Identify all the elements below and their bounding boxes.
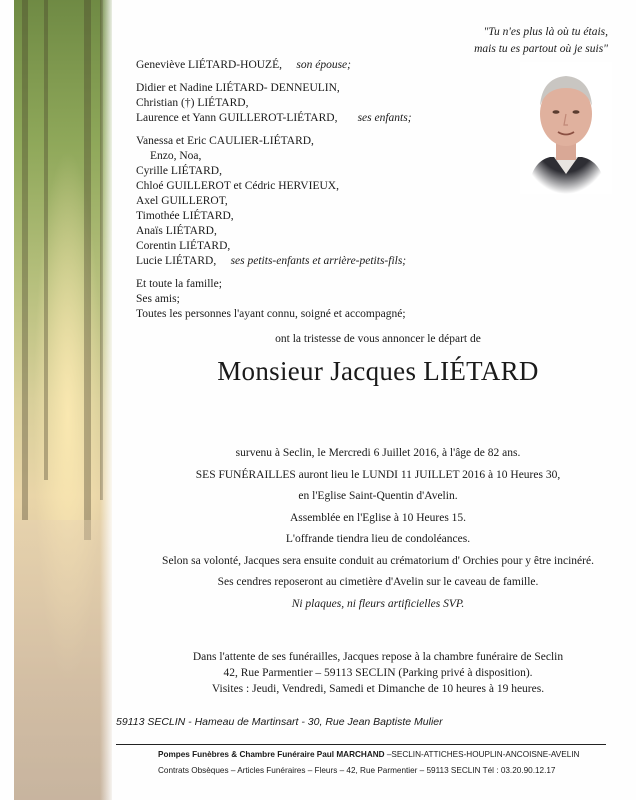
grandchild-row: Axel GUILLEROT, xyxy=(136,195,228,207)
grandchild-row: Enzo, Noa, xyxy=(150,150,202,162)
others-row: Et toute la famille; xyxy=(136,278,222,290)
forest-path-photo xyxy=(14,0,112,800)
grandchild-row: Corentin LIÉTARD, xyxy=(136,240,231,252)
detail-line: en l'Eglise Saint-Quentin d'Avelin. xyxy=(298,490,458,502)
footer-divider xyxy=(116,744,606,745)
vigil-line: Visites : Jeudi, Vendredi, Samedi et Dimanche de 10 heures à 19 heures. xyxy=(211,683,545,695)
spouse-names: Geneviève LIÉTARD-HOUZÉ, xyxy=(136,59,282,71)
detail-note: Ni plaques, ni fleurs artificielles SVP. xyxy=(291,597,465,610)
spouse-role: son épouse; xyxy=(296,59,351,71)
grandchild-row: Cyrille LIÉTARD, xyxy=(136,165,222,177)
detail-line: Assemblée en l'Eglise à 10 Heures 15. xyxy=(289,511,467,524)
grandchild-row xyxy=(136,254,412,269)
detail-line: survenu à Seclin, le Mercredi 6 Juillet 2016, à l'âge de 82 ans. xyxy=(235,447,521,459)
funeral-home-towns: –SECLIN-ATTICHES-HOUPLIN-ANCOISNE-AVELIN xyxy=(384,750,580,759)
detail-line: SES FUNÉRAILLES auront lieu le LUNDI 11 JUILLET 2016 à 10 Heures 30, xyxy=(195,468,561,481)
grandchild-row: Vanessa et Eric CAULIER-LIÉTARD, xyxy=(136,135,314,147)
footer-address: 59113 SECLIN - Hameau de Martinsart - 30, Rue Jean Baptiste Mulier xyxy=(116,716,443,728)
child-row: Christian (†) LIÉTARD, xyxy=(136,97,249,109)
funeral-details xyxy=(120,443,636,615)
child-names: Laurence et Yann GUILLEROT-LIÉTARD, xyxy=(136,112,338,124)
child-row: Didier et Nadine LIÉTARD- DENNEULIN, xyxy=(136,82,340,94)
grandchildren-role: ses petits-enfants et arrière-petits-fils; xyxy=(230,255,407,267)
memorial-quote xyxy=(408,24,608,58)
family-list xyxy=(136,58,412,322)
quote-line: "Tu n'es plus là où tu étais, xyxy=(483,26,608,38)
funeral-home-line xyxy=(158,750,579,759)
others-row: Ses amis; xyxy=(136,293,180,305)
detail-line: Selon sa volonté, Jacques sera ensuite conduit au crématorium d' Orchies pour y être incinéré. xyxy=(162,554,594,567)
photo-fade xyxy=(100,0,114,800)
announcement-text: ont la tristesse de vous annoncer le départ de xyxy=(275,333,481,345)
spouse-row xyxy=(136,58,412,73)
deceased-name: Monsieur Jacques LIÉTARD xyxy=(217,356,539,386)
detail-line: Ses cendres reposeront au cimetière d'Avelin sur le caveau de famille. xyxy=(217,576,539,588)
grandchild-row: Anaïs LIÉTARD, xyxy=(136,225,217,237)
others-row: Toutes les personnes l'ayant connu, soigné et accompagné; xyxy=(136,308,406,320)
vigil-info xyxy=(120,649,636,697)
child-row xyxy=(136,111,412,126)
contracts-line: Contrats Obsèques – Articles Funéraires – Fleurs – 42, Rue Parmentier – 59113 SECLIN Tél : 03.20.90.12.17 xyxy=(158,766,556,775)
detail-line: L'offrande tiendra lieu de condoléances. xyxy=(285,533,471,545)
grandchild-names: Lucie LIÉTARD, xyxy=(136,255,217,267)
funeral-home-name: Pompes Funèbres & Chambre Funéraire Paul MARCHAND xyxy=(158,750,385,759)
grandchild-row: Chloé GUILLEROT et Cédric HERVIEUX, xyxy=(136,180,339,192)
vigil-line: 42, Rue Parmentier – 59113 SECLIN (Parking privé à disposition). xyxy=(223,667,533,679)
grandchild-row: Timothée LIÉTARD, xyxy=(136,210,234,222)
vigil-line: Dans l'attente de ses funérailles, Jacques repose à la chambre funéraire de Seclin xyxy=(192,651,564,663)
children-role: ses enfants; xyxy=(357,112,412,124)
portrait-photo xyxy=(520,62,612,194)
quote-line: mais tu es partout où je suis" xyxy=(474,43,608,55)
